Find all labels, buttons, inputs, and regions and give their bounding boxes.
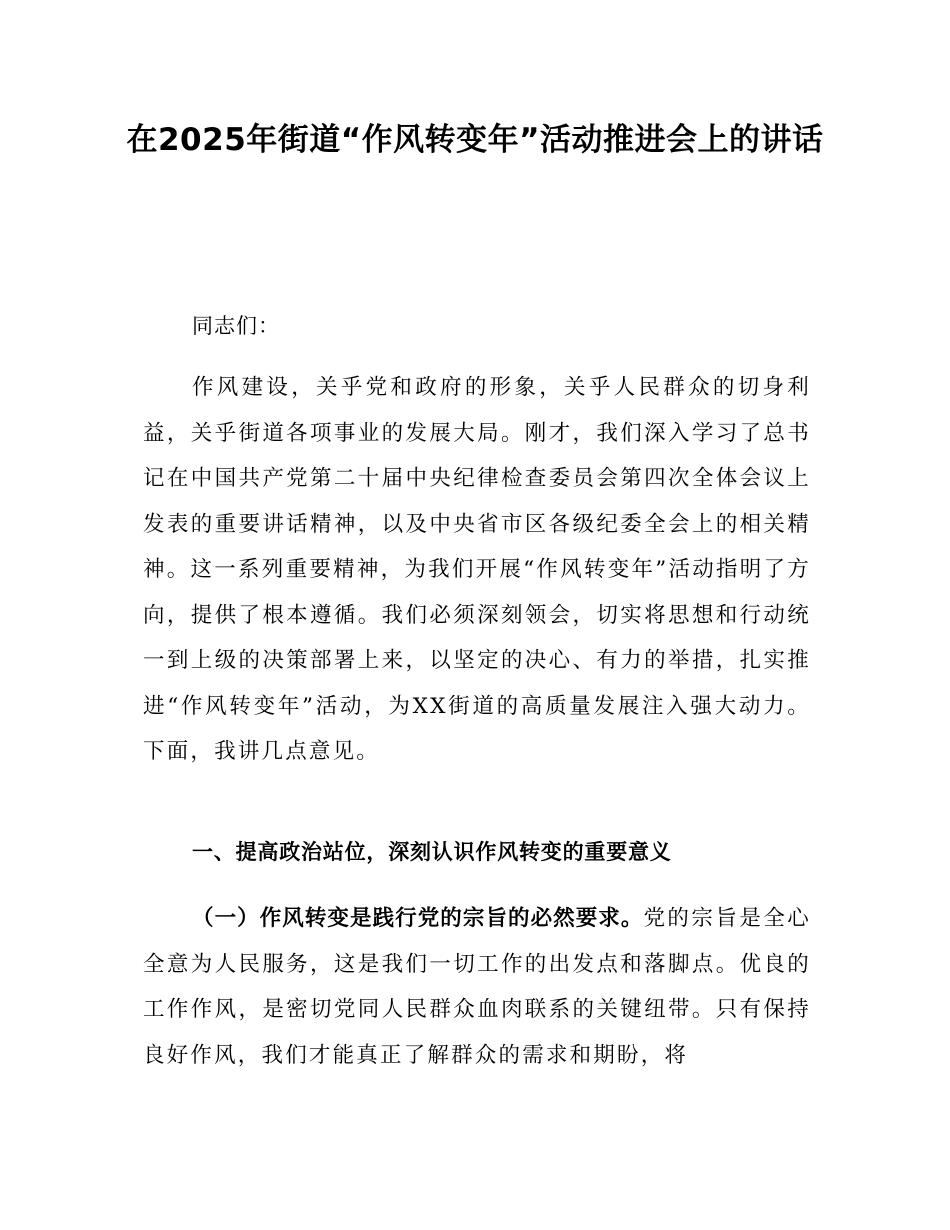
subsection-lead: （一）作风转变是践行党的宗旨的必然要求。 <box>192 906 644 931</box>
subsection-paragraph-1 <box>143 896 811 1078</box>
section-heading-1: 一、提高政治站位，深刻认识作风转变的重要意义 <box>192 840 672 864</box>
subsection-body: 党的宗旨是全心全意为人民服务，这是我们一切工作的出发点和落脚点。优良的工作作风，是密切党同人民群众血肉联系的关键纽带。只有保持良好作风，我们才能真正了解群众的需求和期盼，将 <box>143 906 811 1068</box>
document-title: 在2025年街道“作风转变年”活动推进会上的讲话 <box>126 122 824 158</box>
salutation: 同志们： <box>192 314 280 338</box>
intro-paragraph: 作风建设，关乎党和政府的形象，关乎人民群众的切身利益，关乎街道各项事业的发展大局。刚才，我们深入学习了总书记在中国共产党第二十届中央纪律检查委员会第四次全体会议上发表的重要讲话精神，以及中央省市区各级纪委全会上的相关精神。这一系列重要精神，为我们开展“作风转变年”活动指明了方向，提供了根本遵循。我们必须深刻领会，切实将思想和行动统一到上级的决策部署上来，以坚定的决心、有力的举措，扎实推进“作风转变年”活动，为XX街道的高质量发展注入强大动力。下面，我讲几点意见。 <box>143 375 811 764</box>
